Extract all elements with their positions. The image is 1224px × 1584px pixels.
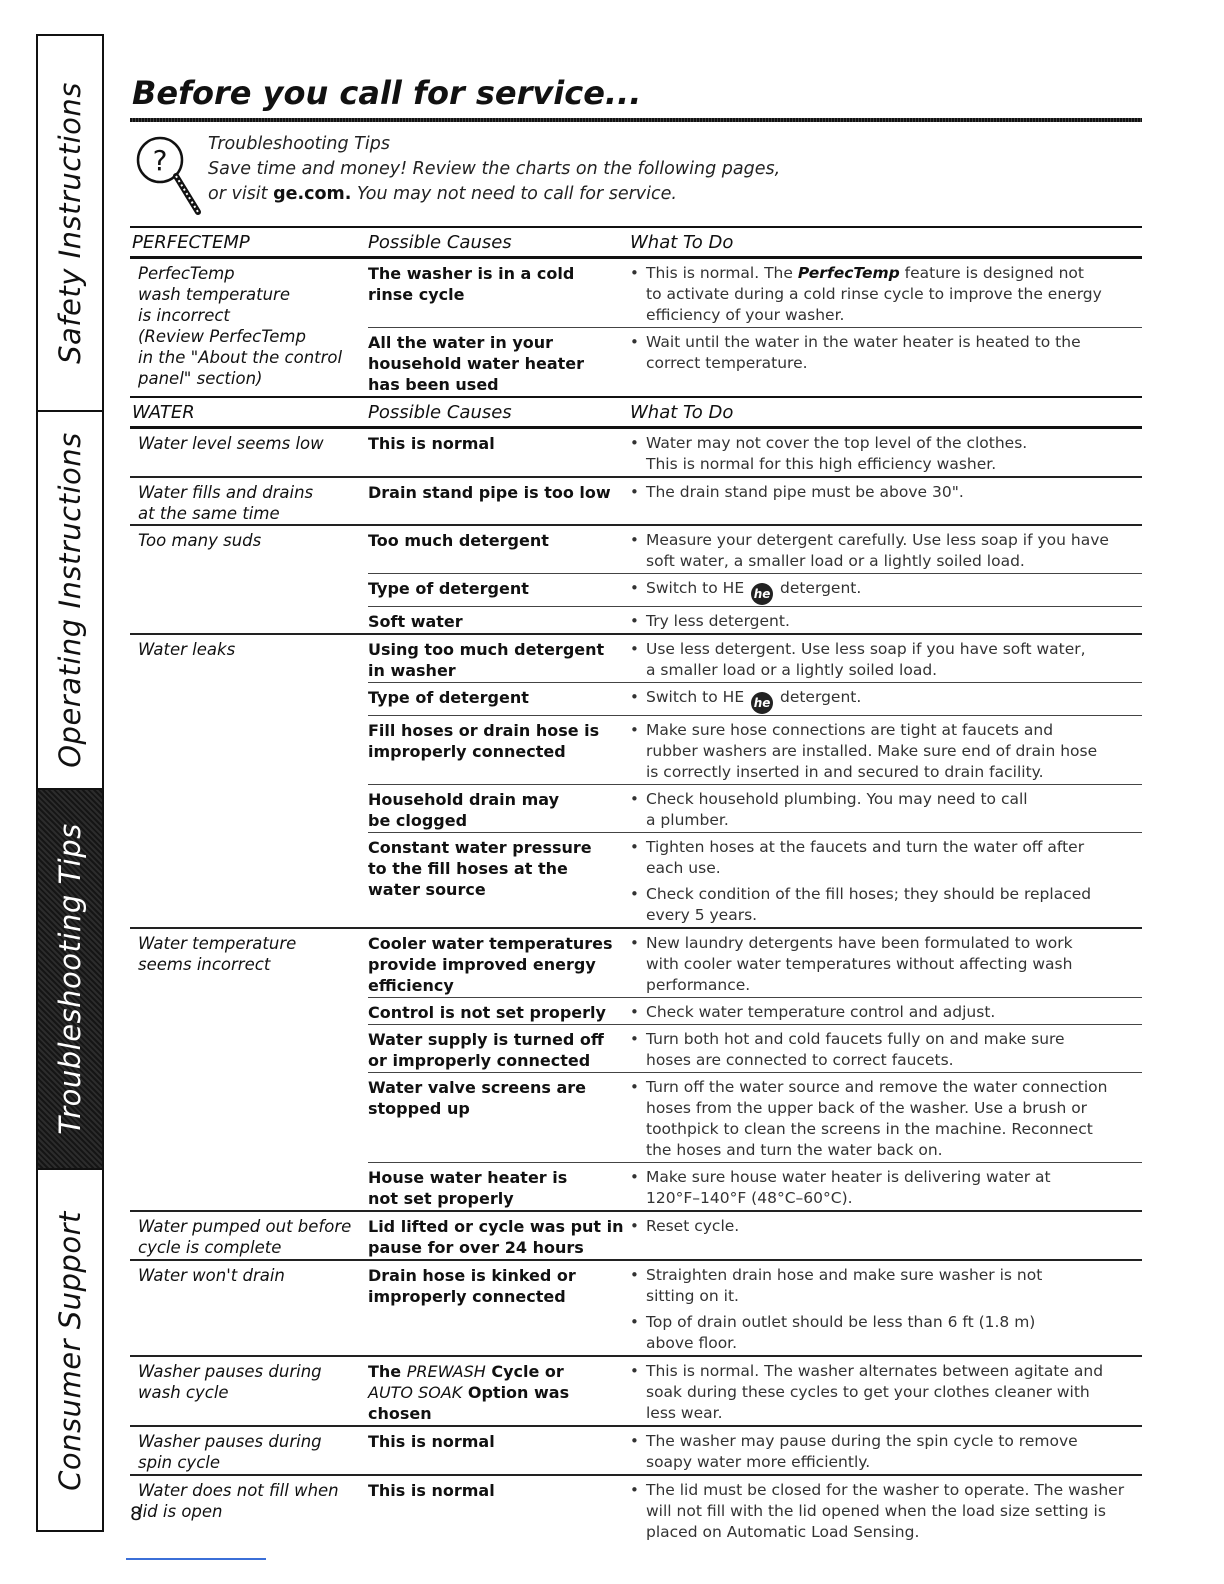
what-to-do-list — [630, 263, 1142, 326]
what-to-do-item: • Top of drain outlet should be less than 6 ft (1.8 m) above floor. — [630, 1312, 1142, 1354]
cause-row — [368, 1212, 1142, 1259]
cause-row — [368, 1025, 1142, 1073]
side-tab-troubleshooting-tips[interactable] — [38, 790, 102, 1170]
side-tab-bar — [36, 34, 104, 1532]
what-to-do-list — [630, 687, 1142, 714]
what-to-do-list — [630, 482, 1142, 503]
cause-row — [368, 1073, 1142, 1163]
what-to-do-item: • Make sure house water heater is delivering water at 120°F–140°F (48°C–60°C). — [630, 1167, 1142, 1209]
page-title: Before you call for service... — [132, 74, 642, 112]
possible-cause: Using too much detergent in washer — [368, 640, 605, 680]
what-to-do-item: • Check condition of the fill hoses; they should be replaced every 5 years. — [630, 884, 1142, 926]
problem-row — [130, 635, 1142, 929]
column-header-possible-causes: Possible Causes — [368, 231, 512, 253]
possible-cause: Fill hoses or drain hose is improperly connected — [368, 721, 600, 761]
tip-heading: Troubleshooting Tips — [208, 134, 390, 154]
what-to-do-item: • Make sure hose connections are tight at faucets and rubber washers are installed. Make sure end of drain hose is correctly inserted in and secured to drain facility. — [630, 720, 1142, 783]
what-to-do-list — [630, 1480, 1142, 1543]
possible-cause: This is normal — [368, 1481, 495, 1500]
possible-cause: Control is not set properly — [368, 1003, 606, 1022]
side-tab-consumer-support[interactable] — [38, 1170, 102, 1532]
cycle-name: AUTO SOAK — [368, 1383, 463, 1402]
section-name: PERFECTEMP — [132, 231, 250, 253]
cause-list — [368, 1261, 1142, 1355]
perfectemp-term: PerfecTemp — [797, 264, 900, 282]
what-to-do-list — [630, 1002, 1142, 1023]
tip-line-text: or visit — [208, 184, 274, 204]
cause-list — [368, 1212, 1142, 1259]
cause-row — [368, 1476, 1142, 1544]
what-to-do-list — [630, 933, 1142, 996]
what-to-do-list — [630, 1265, 1142, 1354]
problem-row — [130, 429, 1142, 478]
possible-cause: Cooler water temperatures provide improved energy efficiency — [368, 934, 613, 995]
ge-website-link[interactable]: ge.com. — [273, 184, 352, 204]
problem-row — [130, 1427, 1142, 1476]
section-header-perfectemp — [130, 226, 1142, 259]
what-to-do-item: • Reset cycle. — [630, 1216, 1142, 1237]
what-to-do-item: • Water may not cover the top level of the clothes. This is normal for this high efficiency washer. — [630, 433, 1142, 475]
side-tab-operating-instructions[interactable] — [38, 412, 102, 790]
what-to-do-list — [630, 789, 1142, 831]
side-tab-label: Operating Instructions — [53, 432, 87, 768]
troubleshooting-tips-intro — [208, 132, 1108, 207]
tip-line — [208, 182, 1108, 207]
cause-list — [368, 478, 1142, 524]
problem-name: Washer pauses during spin cycle — [138, 1432, 322, 1472]
cause-list — [368, 1476, 1142, 1544]
what-to-do-item: • The washer may pause during the spin cycle to remove soapy water more efficiently. — [630, 1431, 1142, 1473]
what-to-do-list — [630, 1029, 1142, 1071]
problem-name: PerfecTemp wash temperature is incorrect (Review PerfecTemp in the "About the control panel" section) — [138, 264, 343, 388]
what-to-do-item: • Wait until the water in the water heater is heated to the correct temperature. — [630, 332, 1142, 374]
problem-row — [130, 1357, 1142, 1427]
possible-cause: Type of detergent — [368, 579, 529, 598]
problem-name: Water pumped out before cycle is complete — [138, 1217, 352, 1257]
what-to-do-list — [630, 1077, 1142, 1161]
possible-cause: Household drain may be clogged — [368, 790, 560, 830]
what-to-do-list — [630, 332, 1142, 395]
what-to-do-list — [630, 1431, 1142, 1473]
possible-cause: Soft water — [368, 612, 463, 631]
cause-row — [368, 478, 1142, 504]
cause-list — [368, 1357, 1142, 1425]
cause-row — [368, 526, 1142, 574]
column-header-what-to-do: What To Do — [630, 401, 734, 423]
problem-name: Water level seems low — [138, 434, 324, 453]
problem-row — [130, 1212, 1142, 1261]
possible-cause: The washer is in a cold rinse cycle — [368, 264, 575, 304]
what-to-do-list — [630, 1216, 1142, 1258]
cause-row — [368, 929, 1142, 998]
what-to-do-item: • New laundry detergents have been formulated to work with cooler water temperatures without affecting wash performance. — [630, 933, 1142, 996]
what-to-do-item: • Switch to HE he detergent. — [630, 687, 1142, 714]
problem-name: Washer pauses during wash cycle — [138, 1362, 322, 1402]
tip-line-text: You may not need to call for service. — [351, 184, 677, 204]
what-to-do-item: • This is normal. The washer alternates between agitate and soak during these cycles to get your clothes cleaner with less wear. — [630, 1361, 1142, 1424]
cause-row — [368, 1357, 1142, 1425]
cause-list — [368, 526, 1142, 633]
what-to-do-list — [630, 1361, 1142, 1424]
problem-row — [130, 929, 1142, 1212]
tip-line: Save time and money! Review the charts on the following pages, — [208, 159, 781, 179]
column-header-what-to-do: What To Do — [630, 231, 734, 253]
cause-row — [368, 1427, 1142, 1474]
possible-cause: Type of detergent — [368, 688, 529, 707]
problem-name: Water leaks — [138, 640, 236, 659]
what-to-do-list — [630, 530, 1142, 572]
cause-row — [368, 716, 1142, 785]
section-name: WATER — [132, 401, 195, 423]
side-tab-label: Troubleshooting Tips — [53, 823, 88, 1135]
what-to-do-item: • Straighten drain hose and make sure washer is not sitting on it. — [630, 1265, 1142, 1307]
cause-row — [368, 328, 1142, 396]
side-tab-safety-instructions[interactable] — [38, 36, 102, 412]
page-number: 8 — [130, 1503, 143, 1525]
question-magnifier-icon — [132, 132, 214, 220]
what-to-do-item: • Use less detergent. Use less soap if you have soft water, a smaller load or a lightly soiled load. — [630, 639, 1142, 681]
he-logo-icon: he — [751, 692, 773, 714]
what-to-do-item: • The lid must be closed for the washer to operate. The washer will not fill with the lid opened when the load size setting is placed on Automatic Load Sensing. — [630, 1480, 1142, 1543]
problem-name: Water does not fill when lid is open — [138, 1481, 339, 1521]
problem-row — [130, 1476, 1142, 1544]
what-to-do-item: • Measure your detergent carefully. Use less soap if you have soft water, a smaller load or a lightly soiled load. — [630, 530, 1142, 572]
what-to-do-list — [630, 433, 1142, 475]
cause-list — [368, 929, 1142, 1210]
cause-row — [368, 1261, 1142, 1355]
what-to-do-item: • Switch to HE he detergent. — [630, 578, 1142, 605]
cause-row — [368, 635, 1142, 683]
problem-name: Water temperature seems incorrect — [138, 934, 297, 974]
section-header-water — [130, 396, 1142, 429]
what-to-do-list — [630, 720, 1142, 783]
what-to-do-list — [630, 837, 1142, 926]
cycle-name: PREWASH — [406, 1362, 486, 1381]
cause-row — [368, 998, 1142, 1025]
problem-row — [130, 1261, 1142, 1357]
column-header-possible-causes: Possible Causes — [368, 401, 512, 423]
what-to-do-item: • Tighten hoses at the faucets and turn the water off after each use. — [630, 837, 1142, 879]
problem-name: Too many suds — [138, 531, 262, 550]
cause-list — [368, 1427, 1142, 1474]
cause-row — [368, 683, 1142, 716]
side-tab-label: Safety Instructions — [53, 82, 87, 364]
what-to-do-item: • Try less detergent. — [630, 611, 1142, 632]
problem-name: Water won't drain — [138, 1266, 285, 1285]
what-to-do-list — [630, 639, 1142, 681]
possible-cause: All the water in your household water heater has been used — [368, 333, 585, 394]
possible-cause: Too much detergent — [368, 531, 549, 550]
possible-cause: Water supply is turned off or improperly connected — [368, 1030, 604, 1070]
possible-cause: Drain hose is kinked or improperly connected — [368, 1266, 576, 1306]
he-logo-icon: he — [751, 583, 773, 605]
what-to-do-item: • Turn off the water source and remove the water connection hoses from the upper back of the washer. Use a brush or toothpick to clean the screens in the machine. Reconnect the hoses and turn the water back on. — [630, 1077, 1142, 1161]
problem-row — [130, 526, 1142, 635]
possible-cause: House water heater is not set properly — [368, 1168, 568, 1208]
problem-row — [130, 478, 1142, 526]
what-to-do-list — [630, 1167, 1142, 1209]
possible-cause: This is normal — [368, 434, 495, 453]
cause-row — [368, 1163, 1142, 1210]
cause-row — [368, 259, 1142, 328]
cause-list — [368, 429, 1142, 476]
what-to-do-item: • Turn both hot and cold faucets fully on and make sure hoses are connected to correct faucets. — [630, 1029, 1142, 1071]
possible-cause: This is normal — [368, 1432, 495, 1451]
what-to-do-item: • Check household plumbing. You may need to call a plumber. — [630, 789, 1142, 831]
possible-cause: Water valve screens are stopped up — [368, 1078, 587, 1118]
cause-row — [368, 574, 1142, 607]
what-to-do-list — [630, 611, 1142, 632]
possible-cause: The PREWASH Cycle or AUTO SOAK Option was chosen — [368, 1362, 570, 1423]
what-to-do-list — [630, 578, 1142, 605]
cause-row — [368, 429, 1142, 476]
what-to-do-item: • This is normal. The PerfecTemp feature is designed not to activate during a cold rinse cycle to improve the energy efficiency of your washer. — [630, 263, 1142, 326]
cause-row — [368, 833, 1142, 927]
cause-list — [368, 259, 1142, 396]
what-to-do-item: • The drain stand pipe must be above 30". — [630, 482, 1142, 503]
possible-cause: Constant water pressure to the fill hoses at the water source — [368, 838, 592, 899]
problem-name: Water fills and drains at the same time — [138, 483, 314, 523]
svg-text:?: ? — [152, 144, 168, 177]
cause-list — [368, 635, 1142, 927]
cause-row — [368, 607, 1142, 633]
troubleshooting-table — [130, 226, 1142, 1544]
side-tab-label: Consumer Support — [53, 1211, 88, 1491]
what-to-do-item: • Check water temperature control and adjust. — [630, 1002, 1142, 1023]
possible-cause: Lid lifted or cycle was put in pause for over 24 hours — [368, 1217, 624, 1257]
possible-cause: Drain stand pipe is too low — [368, 483, 611, 502]
cause-row — [368, 785, 1142, 833]
footer-rule — [126, 1558, 266, 1560]
title-rule — [130, 118, 1142, 122]
problem-row — [130, 259, 1142, 396]
